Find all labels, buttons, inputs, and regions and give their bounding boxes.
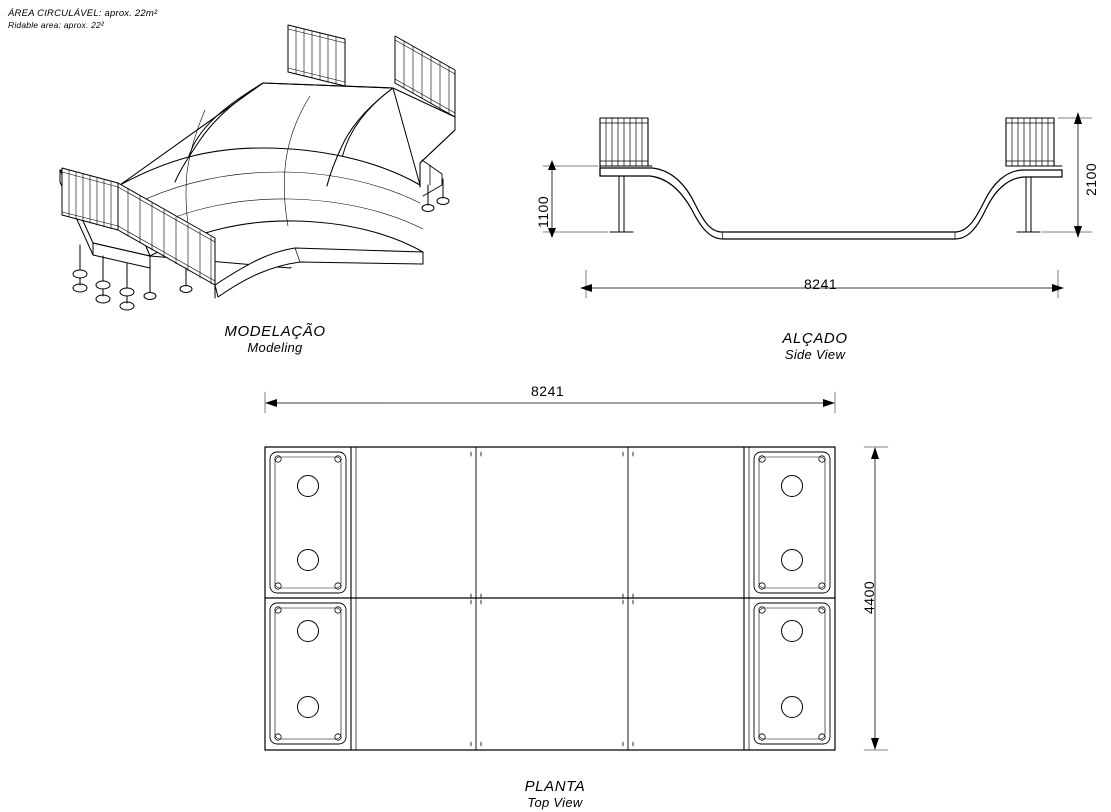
dimension-label-elevation-width: 8241 — [804, 276, 838, 292]
caption-side-view-en: Side View — [784, 347, 846, 362]
caption-top-view — [450, 778, 660, 810]
dimension-label-plan-width: 8241 — [531, 383, 565, 399]
view-top-plan — [265, 392, 888, 750]
ridable-area-note-pt: ÁREA CIRCULÁVEL: aprox. 22m² — [8, 8, 158, 19]
ridable-area-note-en: Ridable area: aprox. 22² — [8, 19, 104, 30]
dimension-label-height-right: 2100 — [1083, 162, 1099, 196]
view-modeling-isometric — [60, 25, 455, 310]
caption-top-view-pt: PLANTA — [524, 778, 586, 795]
caption-modeling-pt: MODELAÇÃO — [224, 323, 326, 340]
caption-modeling-en: Modeling — [247, 340, 303, 355]
caption-modeling — [170, 323, 380, 355]
caption-side-view — [710, 330, 920, 362]
dimension-label-height-left: 1100 — [535, 195, 551, 228]
caption-side-view-pt: ALÇADO — [782, 330, 848, 347]
caption-top-view-en: Top View — [527, 795, 583, 810]
dimension-label-plan-depth: 4400 — [861, 580, 877, 614]
view-side-elevation — [543, 112, 1092, 298]
